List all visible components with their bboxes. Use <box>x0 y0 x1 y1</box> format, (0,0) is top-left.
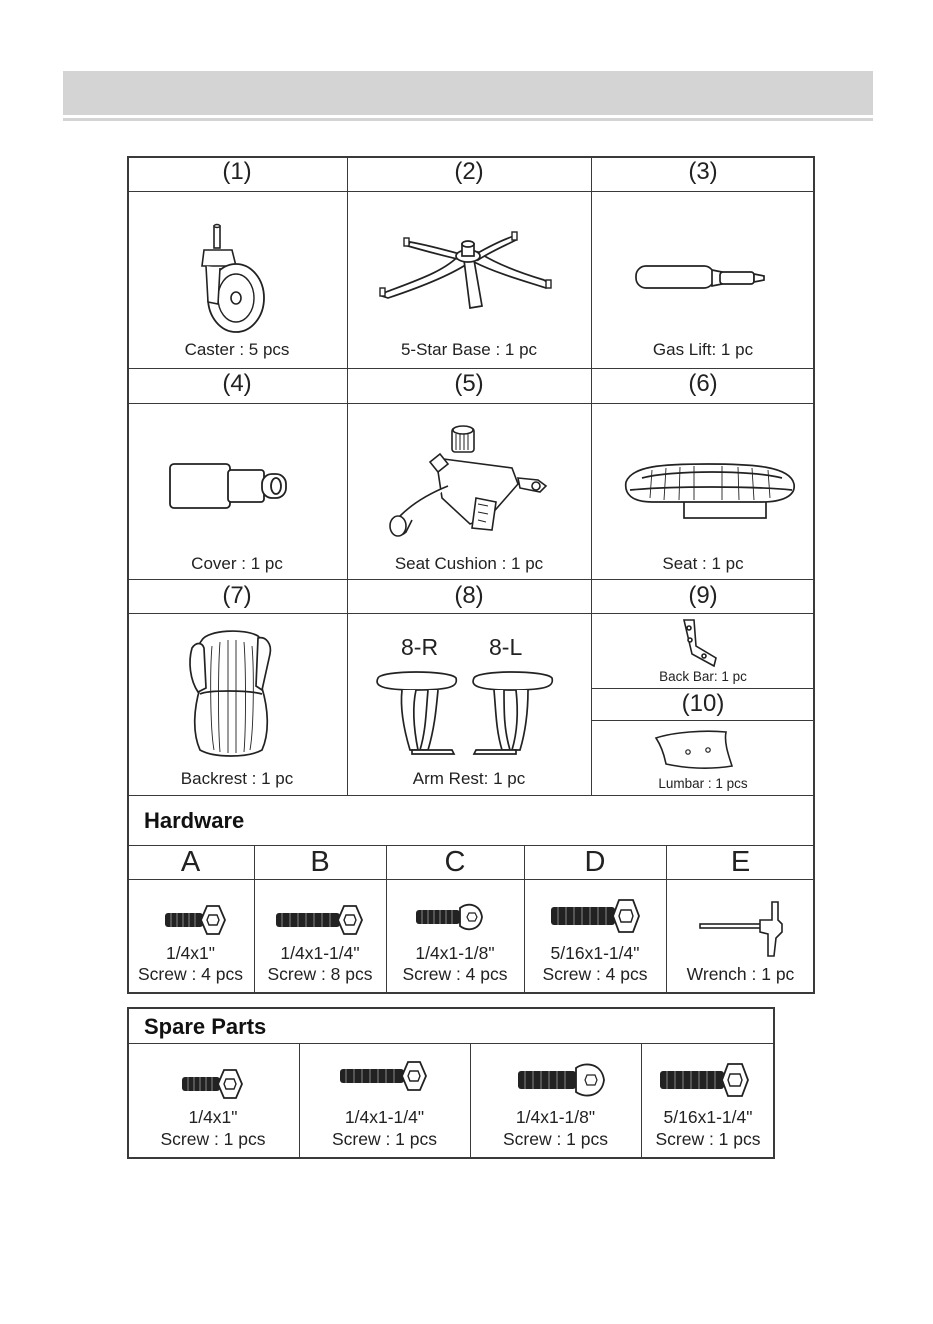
spare-qty: Screw : 1 pcs <box>502 1129 609 1149</box>
part-caption: Backrest : 1 pc <box>180 769 294 788</box>
hex-bolt-icon <box>163 904 227 936</box>
hardware-letter: E <box>730 846 751 878</box>
part-number: (6) <box>688 370 718 397</box>
spare-qty: Screw : 1 pcs <box>331 1129 438 1149</box>
table-divider <box>591 720 815 721</box>
table-divider <box>127 368 815 369</box>
caster-icon <box>196 222 268 334</box>
back-bar-icon <box>680 618 720 668</box>
spare-qty: Screw : 1 pcs <box>160 1129 266 1149</box>
armrest-icon <box>372 668 560 760</box>
hardware-size: 1/4x1-1/8" <box>415 943 495 963</box>
spare-size: 5/16x1-1/4" <box>663 1107 753 1127</box>
table-divider <box>591 688 815 689</box>
table-divider <box>127 403 815 404</box>
part-number: (10) <box>681 690 725 717</box>
hardware-title: Hardware <box>144 808 245 833</box>
part-number: (7) <box>222 582 252 609</box>
table-divider <box>347 156 348 796</box>
seat-mechanism-icon <box>378 424 558 544</box>
flat-head-bolt-icon <box>414 902 484 932</box>
gas-lift-icon <box>630 262 770 296</box>
hardware-letter: B <box>310 846 330 878</box>
part-number: (1) <box>222 158 252 185</box>
hardware-qty: Screw : 8 pcs <box>267 964 373 984</box>
hardware-qty: Screw : 4 pcs <box>402 964 508 984</box>
hex-bolt-icon <box>274 904 364 936</box>
hex-bolt-icon <box>549 898 641 934</box>
part-caption: Gas Lift: 1 pc <box>652 340 754 359</box>
hex-bolt-icon <box>180 1068 244 1100</box>
hex-bolt-icon <box>658 1062 750 1098</box>
header-bar <box>63 71 873 115</box>
hardware-size: 5/16x1-1/4" <box>550 943 640 963</box>
header-rule <box>63 118 873 121</box>
hardware-qty: Screw : 4 pcs <box>137 964 244 984</box>
seat-icon <box>622 456 798 524</box>
hardware-qty: Wrench : 1 pc <box>686 964 795 984</box>
flat-head-bolt-icon <box>516 1062 606 1098</box>
part-caption: Seat : 1 pc <box>662 554 744 573</box>
spare-parts-title: Spare Parts <box>144 1014 267 1039</box>
backrest-icon <box>188 628 274 760</box>
part-number: (9) <box>688 582 718 609</box>
table-divider <box>127 1043 775 1044</box>
part-caption: 5-Star Base : 1 pc <box>400 340 538 359</box>
part-number: (5) <box>454 370 484 397</box>
table-divider <box>127 191 815 192</box>
spare-size: 1/4x1-1/4" <box>344 1107 425 1127</box>
part-caption: Seat Cushion : 1 pc <box>394 554 544 573</box>
hardware-size: 1/4x1-1/4" <box>280 943 360 963</box>
hardware-letter: D <box>584 846 606 878</box>
part-number: (4) <box>222 370 252 397</box>
spare-qty: Screw : 1 pcs <box>655 1129 761 1149</box>
part-caption: Arm Rest: 1 pc <box>412 769 526 788</box>
hardware-letter: C <box>444 846 466 878</box>
part-caption: Lumbar : 1 pcs <box>658 776 748 791</box>
part-number: (3) <box>688 158 718 185</box>
lumbar-icon <box>654 728 734 772</box>
table-divider <box>127 879 815 880</box>
part-caption: Back Bar: 1 pc <box>659 669 747 684</box>
spare-size: 1/4x1" <box>188 1107 238 1127</box>
hex-bolt-icon <box>338 1060 428 1092</box>
star-base-icon <box>378 230 558 310</box>
table-divider <box>127 795 815 796</box>
hardware-letter: A <box>180 846 201 878</box>
armrest-left-label: 8-L <box>489 634 523 660</box>
hardware-qty: Screw : 4 pcs <box>542 964 648 984</box>
cover-icon <box>166 460 292 512</box>
spare-size: 1/4x1-1/8" <box>515 1107 596 1127</box>
table-divider <box>127 613 815 614</box>
part-caption: Cover : 1 pc <box>191 554 283 573</box>
armrest-right-label: 8-R <box>401 634 439 660</box>
part-caption: Caster : 5 pcs <box>184 340 290 359</box>
allen-wrench-icon <box>698 898 786 960</box>
part-number: (2) <box>454 158 484 185</box>
part-number: (8) <box>454 582 484 609</box>
table-divider <box>127 579 815 580</box>
hardware-size: 1/4x1" <box>165 943 216 963</box>
